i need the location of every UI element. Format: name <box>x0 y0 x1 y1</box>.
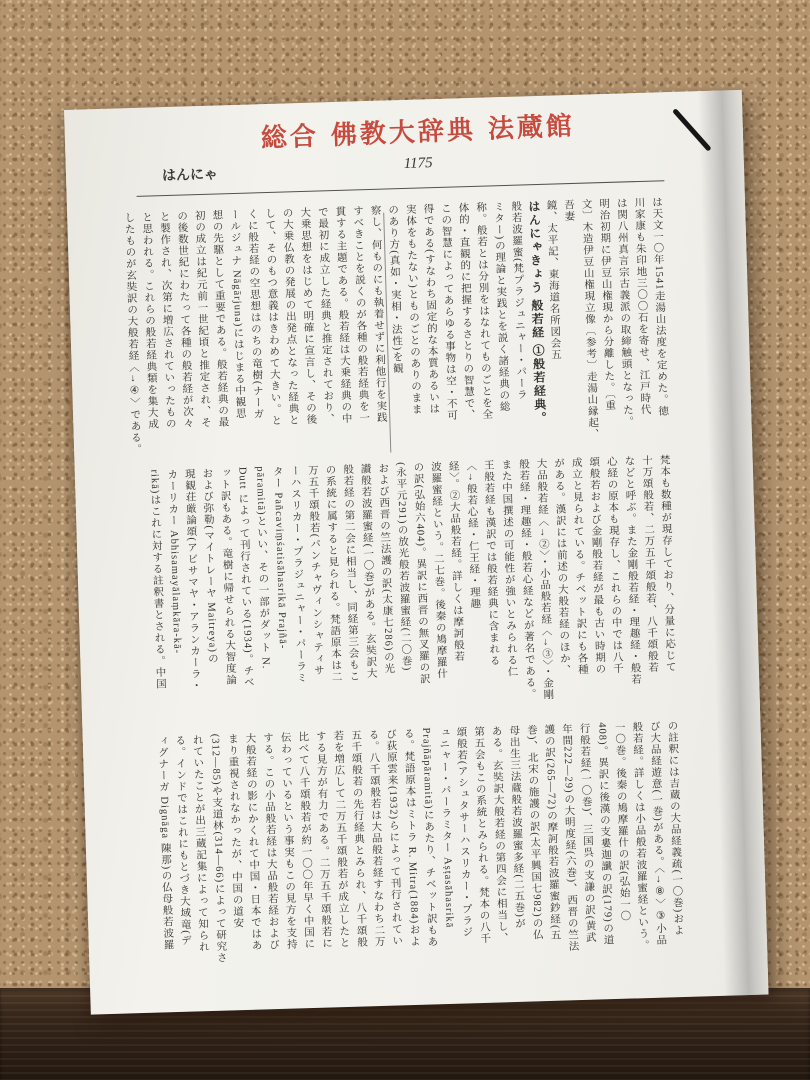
text-column: 川家康も朱印地三〇〇石を寄せ、江戸時代 <box>633 196 651 416</box>
page-number: 1175 <box>403 155 433 172</box>
text-column: の大乗仏教の発展の出発点となった経典と <box>281 207 299 426</box>
text-column: は関八州真言宗古義派の取締触頭となった。 <box>615 197 634 428</box>
text-column: 心経の原本も現存し、これらの中では八千 <box>605 455 624 675</box>
text-column: 一〇巻。後秦の鳩摩羅什の訳(弘始一〇 <box>613 721 631 922</box>
text-column: 察し、何ものにも執着せずに利他行を実践 <box>369 204 387 424</box>
text-column: すべきことを説くのが各種の般若経典を一 <box>351 205 370 424</box>
text-column: および弥勒(マイトレーヤ Maitreya)の <box>201 467 219 665</box>
text-column: (永平元291)の放光般若波羅蜜経(二〇巻) <box>394 462 412 672</box>
text-column: したものが玄奘訳の大般若経〈→④〉である。 <box>123 211 142 456</box>
text-column: 般若経の第二会に相当し、同経第三会もこ <box>341 463 360 683</box>
text-column: して、そのもつ意義はきわめて大きい。と <box>263 207 282 427</box>
text-column: 称。般若とは分別をはなれてものごとを全 <box>474 201 493 421</box>
text-column: 明治初期に伊豆山権現から分離した。〔重 <box>598 197 616 412</box>
text-column: る。梵語原本はミトラ R. Mitra(1884)およ <box>402 727 421 948</box>
entry-headword-column: はんにゃきょう 般若経 ①般若経典。 <box>526 199 548 426</box>
text-column: 成立と見られている。チベット訳にも各種 <box>570 456 589 676</box>
text-register-bottom <box>153 720 688 986</box>
text-column: ある。玄奘訳大般若経の第四会に相当し、 <box>490 725 508 945</box>
text-column: カーリカー Abhisamayālaṃkāra-kā- <box>166 468 183 655</box>
text-column: 実体をもたない)とものごとのありのまま <box>404 203 422 416</box>
text-column: 大品般若経〈→②〉・小品般若経〈→③〉・金剛 <box>535 457 554 701</box>
text-column: する。この小品般若経は大品般若経および <box>261 732 280 951</box>
text-column: 408)。異訳に後漢の支婁迦讖の訳(179)の道 <box>596 722 614 946</box>
text-column: ールジュナ Nāgārjuna)にはじまる中観思 <box>228 208 246 420</box>
text-column: 若を増広して二万五千頌般若が成立したと <box>332 729 350 949</box>
text-column: 頌般若および金剛般若経が最も古い時期の <box>588 456 606 676</box>
text-column: 般若波羅蜜(梵プラジュニャー・パーラ <box>510 200 528 401</box>
text-column: 比べて八千頌般若が約一〇〇年早く中国に <box>297 731 315 950</box>
running-head: はんにゃ <box>161 167 218 185</box>
text-column: 波羅蜜経という。二七巻。後秦の鳩摩羅什 <box>429 460 448 680</box>
text-column: 頌般若(アシュタサーハスリカー・プラジ <box>455 726 473 939</box>
text-column: 般若経。詳しくは小品般若波羅蜜経という。 <box>631 721 650 952</box>
text-column: 般若経・理趣経・般若心経などが著名である。 <box>517 458 536 701</box>
text-column: 王般若経も漢訳では般若経典に含まれる <box>482 459 500 667</box>
text-column: 五千頌般若の先行経典とみられ、八千頌般 <box>349 729 368 949</box>
text-column: (312―85)や支道林(314―66)によって研究さ <box>209 733 227 964</box>
text-column: の後数世紀にわたって各種の般若経が次々 <box>176 210 194 430</box>
text-column: 十万頌般若、二万五千頌般若、八千頌般若 <box>640 454 659 674</box>
text-column: Dutt によって刊行されている(1934)。チベ <box>236 466 254 689</box>
text-column: また中国撰述の可能性が強いとみられる仁 <box>500 458 518 678</box>
text-column: 想の先駆として重要である。般若経典の最 <box>211 209 229 429</box>
text-column: ター Pañcaviṃśatisāhasrikā Prajñā- <box>271 465 289 650</box>
text-column: および西晋の竺法護の訳(太康七286)の光 <box>377 462 395 675</box>
text-column: Prajñāpāramitā)にあたり、チベット訳もあ <box>420 727 438 948</box>
text-register-top <box>123 196 672 464</box>
text-column: の訳(弘始六404)。異訳に西晋の無叉羅の訳 <box>412 461 430 685</box>
text-column: と思われる。これらの般若経典類を集大成 <box>140 211 159 431</box>
text-column: 大般若経の影にかくれて中国・日本ではあ <box>244 732 262 952</box>
text-column: る。インドではこれにもとづき大域竜(デ <box>173 734 192 947</box>
text-column: の系統に属すると見られる。梵語原本は二 <box>324 464 342 683</box>
text-column: 〈→般若心経・仁王経・理趣 <box>465 459 481 610</box>
text-column: 文〕木造伊豆山権現立像〔参考〕走湯山縁起、吾妻 <box>562 198 599 441</box>
text-column: 年間222―29)の大明度経(六巻)、西晋の竺法 <box>560 723 579 953</box>
text-column: 現観荘厳論頌(アビサマヤ・アランカーラ・ <box>183 468 202 692</box>
text-column: 初の成立は紀元前一世紀頃と推定され、そ <box>193 209 212 429</box>
text-column: 巻)、北宋の施護の訳(太平興国七982)の仏 <box>525 724 544 941</box>
text-column: る。八千頌般若は大品般若経すなわち二万 <box>367 728 385 948</box>
text-column: 貫する主題である。般若経は大乗経典の中 <box>334 205 352 425</box>
text-column: 梵本も数種が現存しており、分量に応じて <box>658 454 676 673</box>
text-column: 万五千頌般若(パンチャヴィンシャティサ <box>306 464 325 677</box>
text-column: pāramitā)といい、その一部がダット N. <box>254 466 272 670</box>
text-column: び大品経遊意(一巻)がある。〈→⑧〉③小品 <box>648 720 667 947</box>
text-column: 大乗思想をはじめて明確に宣言し、その後 <box>299 206 317 426</box>
text-register-middle <box>145 454 680 728</box>
text-column: ィグナーガ Dignāga 陳那)の仏母般若波羅 <box>156 735 174 951</box>
text-column: ミター)の理論と実践とを説く諸経典の総 <box>492 201 510 413</box>
text-column: 母出生三法蔵般若波羅蜜多経(二五巻)が <box>508 724 526 930</box>
text-column: で最初に成立した経典と推定されており、 <box>316 206 335 425</box>
text-column: くに般若経の空思想はのちの竜樹(ナーガ <box>246 208 264 421</box>
text-column: 得である(すなわち固定的な本質あるいは <box>422 203 440 415</box>
text-column: ット訳もある。竜樹に帰せられる大智度論 <box>218 467 237 686</box>
text-column: この智慧によってあらゆる事物は空・不可 <box>439 202 458 422</box>
text-column: などと呼ぶ。また金剛般若経・理趣経・般若 <box>623 455 642 686</box>
text-column: 鏡、太平記、東海道名所図会五 <box>545 199 562 361</box>
red-handwritten-annotation: 総合 佛教大辞典 法蔵館 <box>260 111 576 154</box>
text-column: 伝わっているという事実もこの見方を支持 <box>279 731 297 951</box>
text-column: ーハスリカー・プラジュニャー・パーラミ <box>289 465 307 684</box>
text-column: 讃般若波羅蜜経(一〇巻)がある。玄奘訳大 <box>359 463 377 680</box>
text-column: 体的・直観的に把握するさとりの智慧で、 <box>457 202 475 421</box>
text-column: する見方が有力である。二万五千頌般若に <box>314 730 333 950</box>
text-column: 第五会もこの系統とみられる。梵本の八千 <box>472 725 491 945</box>
text-column: と製作され、次第に増広されていったもの <box>158 210 176 430</box>
text-column: 行般若経(一〇巻)、三国呉の支謙の訳(黄武 <box>578 722 596 944</box>
text-column: のあり方(真如・実相・法性)を観 <box>387 204 404 375</box>
text-column: rikā)はこれに対する註釈書とされる。中国 <box>148 469 167 690</box>
text-column: び荻原雲来(1932)らによって刊行されてい <box>384 728 403 947</box>
text-column: の註釈には吉蔵の大品経義疏(一〇巻)およ <box>666 720 684 937</box>
text-column: 護の訳(265―72)の摩訶般若波羅蜜鈔経(五 <box>543 723 561 942</box>
text-column: ュニャー・パーラミター Aṣṭasāhasrikā <box>437 726 455 929</box>
text-column: れていたことが出三蔵記集によって知られ <box>191 734 210 953</box>
text-column: 経〉。②大品般若経。詳しくは摩訶般若 <box>447 460 465 663</box>
dictionary-page <box>64 90 769 1015</box>
photocopy-gutter-shadow <box>698 90 769 996</box>
text-column: がある。漢訳には前述の大般若経のほか、 <box>552 457 571 677</box>
text-column: まり重視されなかったが、中国の道安 <box>226 733 244 929</box>
text-column: は天文一〇年1541走湯山法度を定めた。徳 <box>650 196 669 418</box>
